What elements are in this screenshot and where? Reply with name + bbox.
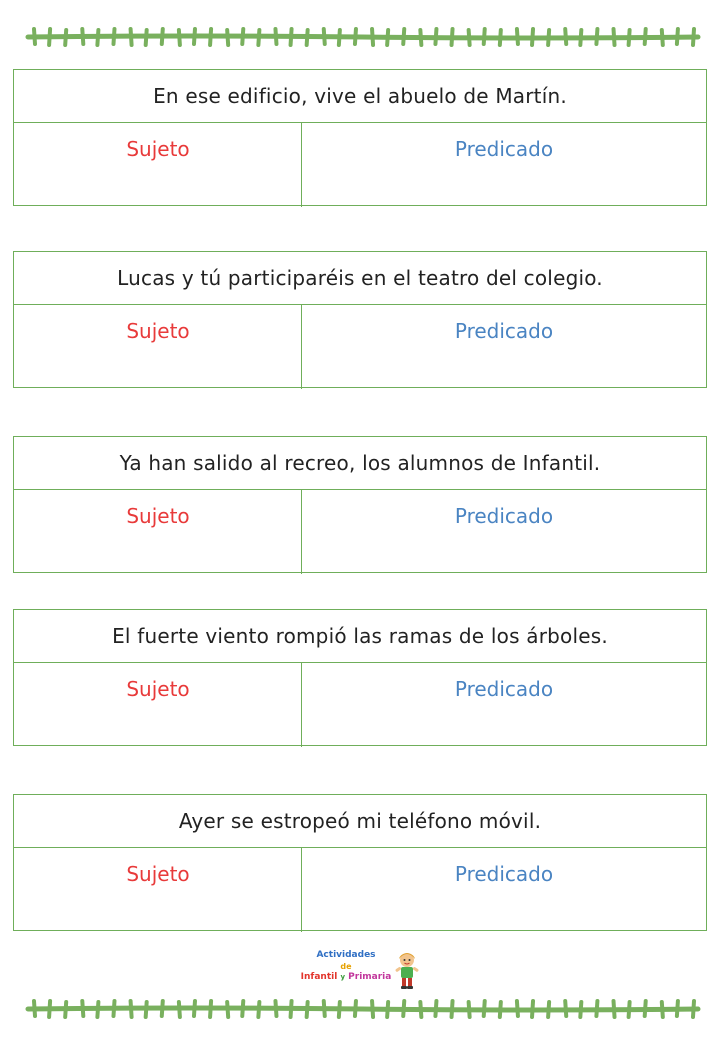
stitch-tick [49, 1001, 50, 1017]
top-stitch-border [22, 22, 704, 52]
answer-row [14, 490, 706, 574]
stitch-tick [532, 1001, 533, 1017]
card-3 [13, 436, 707, 573]
predicate-cell [302, 848, 706, 932]
stitch-tick [179, 30, 180, 45]
stitch-tick [97, 1002, 98, 1017]
stitch-tick [179, 1002, 180, 1017]
answer-row [14, 123, 706, 207]
stitch-tick [565, 1001, 566, 1016]
answer-row [14, 663, 706, 747]
sentence-text: Lucas y tú participaréis en el teatro del colegio. [14, 252, 706, 305]
stitch-tick [614, 1001, 615, 1017]
logo-text [298, 950, 394, 983]
stitch-tick [97, 30, 98, 45]
stitch-tick [469, 30, 470, 45]
stitch-tick [227, 30, 228, 45]
stitch-tick [662, 1002, 663, 1017]
stitch-tick [131, 29, 132, 45]
stitch-tick [420, 1002, 421, 1017]
stitch-tick [548, 1002, 549, 1017]
stitch-tick [596, 29, 597, 44]
sentence-text: El fuerte viento rompió las ramas de los árboles. [14, 610, 706, 663]
stitch-tick [452, 29, 453, 45]
stitch-tick [258, 1002, 259, 1017]
stitch-tick [65, 30, 66, 45]
stitch-tick [435, 1001, 436, 1016]
stitch-tick [339, 30, 340, 45]
stitch-tick [484, 1001, 485, 1016]
stitch-tick [34, 1001, 35, 1016]
logo-line-3 [298, 972, 394, 983]
stitch-tick [113, 29, 114, 44]
stitch-tick [291, 29, 292, 45]
stitch-tick [113, 1001, 114, 1016]
stitch-tick [403, 29, 404, 44]
stitch-tick [500, 30, 501, 45]
stitch-tick [291, 1001, 292, 1017]
subject-label: Sujeto [126, 677, 190, 701]
stitch-tick [677, 1001, 678, 1016]
stitch-tick [565, 29, 566, 44]
stitch-tick [210, 1001, 211, 1017]
subject-cell [14, 663, 302, 747]
stitch-tick [532, 29, 533, 45]
stitch-tick [645, 1001, 646, 1016]
subject-label: Sujeto [126, 137, 190, 161]
predicate-cell [302, 305, 706, 389]
subject-cell [14, 848, 302, 932]
stitch-tick [227, 1002, 228, 1017]
stitch-tick [82, 29, 83, 44]
stitch-tick [517, 29, 518, 44]
predicate-label: Predicado [454, 677, 554, 701]
stitch-tick [372, 29, 373, 45]
stitch-tick [452, 1001, 453, 1017]
stitch-tick [162, 29, 163, 44]
stitch-tick [645, 29, 646, 44]
stitch-tick [162, 1001, 163, 1016]
stitch-tick [435, 29, 436, 44]
predicate-cell [302, 123, 706, 207]
sentence-text: En ese edificio, vive el abuelo de Martín. [14, 70, 706, 123]
card-1 [13, 69, 707, 206]
stitch-tick [324, 29, 325, 44]
stitch-tick [614, 29, 615, 45]
stitch-tick [324, 1001, 325, 1016]
stitch-tick [275, 29, 276, 44]
stitch-tick [307, 1002, 308, 1017]
card-2 [13, 251, 707, 388]
subject-label: Sujeto [126, 862, 190, 886]
stitch-tick [131, 1001, 132, 1017]
predicate-label: Predicado [454, 137, 554, 161]
stitch-tick [693, 1001, 694, 1017]
logo-word-primaria: Primaria [348, 972, 392, 982]
predicate-label: Predicado [454, 504, 554, 528]
logo-line-1: Actividades [316, 950, 376, 960]
card-4 [13, 609, 707, 746]
stitch-tick [629, 30, 630, 45]
predicate-label: Predicado [454, 319, 554, 343]
stitch-tick [355, 1001, 356, 1016]
stitch-tick [372, 1001, 373, 1017]
bottom-stitch-border [22, 994, 704, 1024]
sentence-text: Ya han salido al recreo, los alumnos de Infantil. [14, 437, 706, 490]
stitch-tick [387, 30, 388, 45]
stitch-tick [580, 30, 581, 45]
card-5 [13, 794, 707, 931]
stitch-tick [580, 1002, 581, 1017]
stitch-tick [258, 30, 259, 45]
stitch-tick [517, 1001, 518, 1016]
predicate-cell [302, 663, 706, 747]
stitch-tick [242, 1001, 243, 1016]
stitch-tick [596, 1001, 597, 1016]
stitch-tick [49, 29, 50, 45]
subject-label: Sujeto [126, 504, 190, 528]
stitch-tick [194, 29, 195, 44]
stitch-tick [194, 1001, 195, 1016]
predicate-label: Predicado [454, 862, 554, 886]
sentence-text: Ayer se estropeó mi teléfono móvil. [14, 795, 706, 848]
stitch-tick [355, 29, 356, 44]
stitch-tick [146, 30, 147, 45]
stitch-tick [629, 1002, 630, 1017]
stitch-tick [677, 29, 678, 44]
stitch-tick [82, 1001, 83, 1016]
stitch-tick [403, 1001, 404, 1016]
logo-word-infantil: Infantil [300, 972, 338, 982]
stitch-tick [662, 30, 663, 45]
answer-row [14, 305, 706, 389]
stitch-tick [275, 1001, 276, 1016]
stitch-tick [420, 30, 421, 45]
stitch-tick [307, 30, 308, 45]
child-character-icon [392, 950, 422, 990]
logo-word-y: y [340, 973, 346, 981]
stitch-tick [693, 29, 694, 45]
stitch-tick [65, 1002, 66, 1017]
subject-cell [14, 123, 302, 207]
stitch-tick [484, 29, 485, 44]
stitch-tick [387, 1002, 388, 1017]
stitch-tick [34, 29, 35, 44]
subject-cell [14, 305, 302, 389]
stitch-tick [548, 30, 549, 45]
stitch-tick [242, 29, 243, 44]
answer-row [14, 848, 706, 932]
stitch-tick [339, 1002, 340, 1017]
stitch-tick [500, 1002, 501, 1017]
stitch-tick [210, 29, 211, 45]
subject-cell [14, 490, 302, 574]
logo-line-2: de [340, 962, 352, 971]
predicate-cell [302, 490, 706, 574]
stitch-tick [469, 1002, 470, 1017]
stitch-tick [146, 1002, 147, 1017]
subject-label: Sujeto [126, 319, 190, 343]
site-logo [298, 950, 422, 992]
